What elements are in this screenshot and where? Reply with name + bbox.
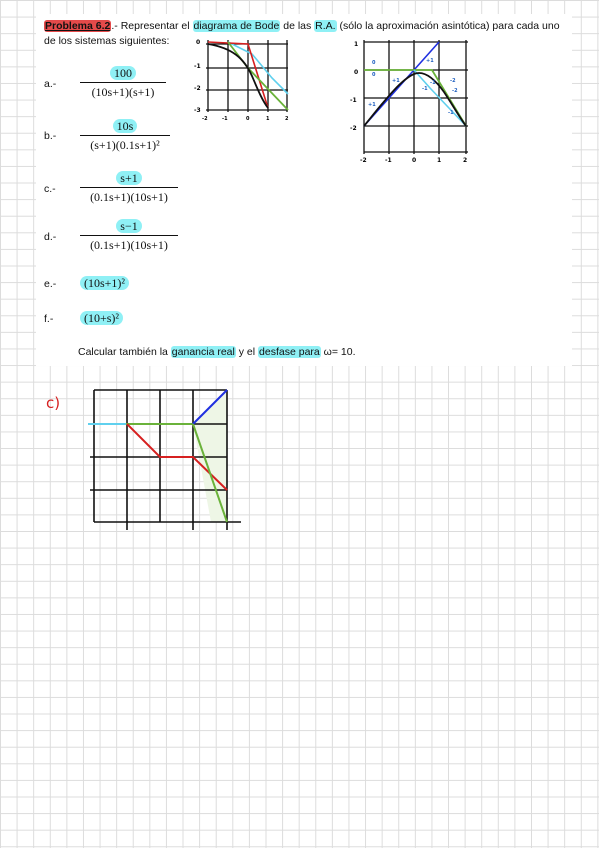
answer-c-shaded-area: [193, 390, 227, 522]
statement-text: (sólo la aproximación asintótica) para cada uno de los sistemas siguientes:: [44, 20, 560, 47]
item-f-letter: f.-: [44, 313, 54, 325]
sketch-b-annotation: 0: [372, 72, 376, 78]
sketch-b-bode: [342, 34, 480, 166]
highlight-ra: R.A.: [315, 20, 336, 32]
sketch-a-xtick: 2: [285, 116, 289, 122]
sketch-b-grid: [364, 40, 468, 154]
answer-c-bode-sketch: [86, 384, 246, 536]
item-b-denominator: (s+1)(0.1s+1)²: [80, 135, 170, 153]
sketch-a-xtick: -1: [222, 116, 228, 122]
sketch-b-annotation: 0: [372, 60, 376, 66]
item-e-letter: e.-: [44, 278, 57, 290]
item-a-numerator: 100: [110, 66, 136, 80]
sketch-a-ytick: -2: [194, 85, 201, 92]
sketch-a-ytick: -1: [194, 63, 201, 70]
statement-text: .- Representar el: [111, 20, 193, 32]
item-a-fraction: [80, 66, 166, 100]
item-d-denominator: (0.1s+1)(10s+1): [80, 235, 178, 253]
item-a-denominator: (10s+1)(s+1): [80, 82, 166, 100]
item-a-letter: a.-: [44, 78, 57, 90]
item-c-numerator: s+1: [116, 171, 141, 185]
item-d-letter: d.-: [44, 231, 57, 243]
sketch-a-bode: [192, 32, 304, 122]
calc-instruction: [78, 346, 356, 358]
item-b-fraction: [80, 119, 170, 153]
sketch-a-ytick: -3: [194, 107, 201, 114]
sketch-b-ytick: 1: [354, 41, 359, 48]
sketch-b-xtick: 2: [463, 157, 468, 164]
sketch-b-annotation: -1: [422, 86, 428, 92]
calc-text: y el: [235, 346, 259, 358]
highlight-bode: diagrama de Bode: [193, 20, 280, 32]
sketch-b-ytick: 0: [354, 69, 359, 76]
sketch-b-xtick: -1: [385, 157, 392, 164]
calc-text: ω= 10.: [320, 346, 356, 358]
sketch-b-annotation: -1: [448, 110, 454, 116]
item-f-expression-text: (10+s)²: [80, 311, 123, 325]
sketch-b-ytick: -1: [350, 97, 357, 104]
sketch-a-xtick: 0: [246, 116, 250, 122]
answer-c-label: c): [46, 394, 61, 412]
sketch-a-red-line: [208, 42, 268, 108]
item-c-fraction: [80, 171, 178, 205]
highlight-desfase: desfase para: [259, 346, 320, 358]
problem-statement: [44, 19, 564, 49]
sketch-a-ytick: 0: [196, 39, 201, 46]
item-c-denominator: (0.1s+1)(10s+1): [80, 187, 178, 205]
sketch-b-annotation: +1: [368, 102, 376, 108]
sketch-b-xtick: -2: [360, 157, 367, 164]
item-e-expression-text: (10s+1)²: [80, 276, 129, 290]
item-d-fraction: [80, 219, 178, 253]
item-b-numerator: 10s: [113, 119, 138, 133]
sketch-b-annotation: +1: [392, 78, 400, 84]
calc-text: Calcular también la: [78, 346, 171, 358]
item-b-letter: b.-: [44, 130, 57, 142]
item-e-expression: [80, 276, 129, 291]
problem-label: Problema 6.2: [45, 20, 111, 32]
sketch-b-annotation: -2: [452, 88, 458, 94]
statement-text: de las: [280, 20, 315, 32]
sketch-a-xtick: -2: [202, 116, 208, 122]
sketch-b-annotation: +1: [426, 58, 434, 64]
highlight-ganancia: ganancia real: [171, 346, 235, 358]
sketch-b-ytick: -2: [350, 125, 357, 132]
item-c-letter: c.-: [44, 183, 56, 195]
sketch-a-xtick: 1: [266, 116, 270, 122]
item-d-numerator: s−1: [116, 219, 141, 233]
sketch-b-annotation: -2: [450, 78, 456, 84]
sketch-b-annotation: -1: [430, 80, 436, 86]
sketch-b-xtick: 1: [437, 157, 442, 164]
sketch-b-xtick: 0: [412, 157, 417, 164]
item-f-expression: [80, 311, 123, 326]
